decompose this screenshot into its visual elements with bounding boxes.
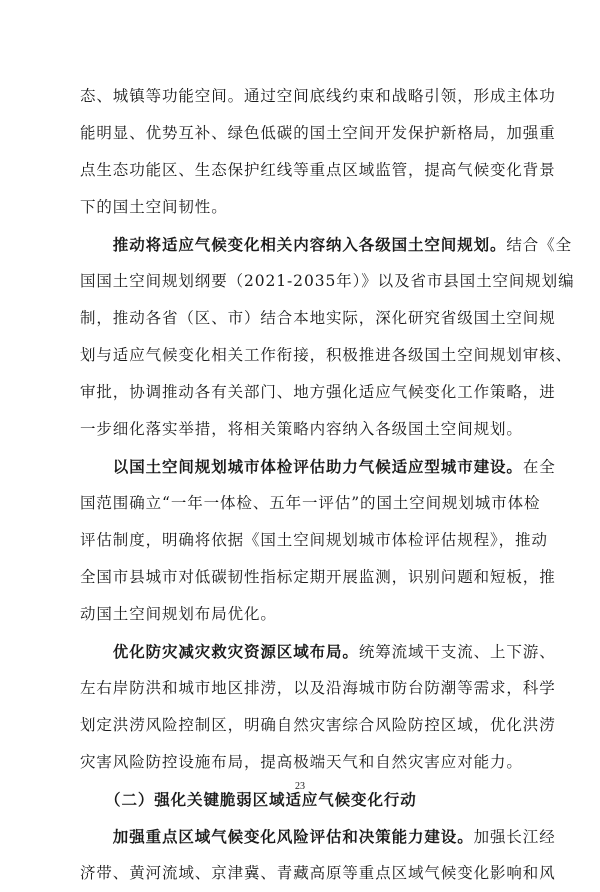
- text-line: [80, 411, 523, 448]
- bold-heading-text: 优化防灾减灾救灾资源区域布局。: [80, 642, 359, 661]
- body-text: 审批，协调推动各有关部门、地方强化适应气候变化工作策略，进: [80, 383, 556, 401]
- text-line: [80, 263, 575, 300]
- body-text: 下的国土空间韧性。: [80, 198, 228, 216]
- text-line: [80, 374, 556, 411]
- text-line: [80, 152, 556, 189]
- text-line: [80, 596, 520, 633]
- text-line: [80, 115, 556, 152]
- body-text: 划定洪涝风险控制区，明确自然灾害综合风险防控区域，优化洪涝: [80, 716, 556, 734]
- body-text: 灾害风险防控设施布局，提高极端天气和自然灾害应对能力。: [80, 753, 523, 771]
- paragraph: [80, 226, 575, 448]
- body-text: 加强长江经: [473, 828, 556, 846]
- body-text: 统筹流域干支流、上下游、: [358, 643, 556, 661]
- body-text: 在全: [522, 458, 556, 476]
- body-text: 能明显、优势互补、绿色低碳的国土空间开发保护新格局，加强重: [80, 124, 556, 142]
- text-line: [80, 300, 556, 337]
- body-text: 国范围确立“一年一体检、五年一评估”的国土空间规划城市体检: [80, 494, 541, 512]
- text-line: [80, 855, 556, 892]
- text-line: [80, 485, 541, 522]
- text-line: [80, 78, 556, 115]
- page-number: 23: [295, 781, 305, 792]
- text-line: [80, 744, 523, 781]
- paragraph: [80, 78, 556, 226]
- text-line: [80, 707, 556, 744]
- body-text: 划与适应气候变化相关工作衔接，积极推进各级国土空间规划审核、: [80, 346, 573, 364]
- text-line: [80, 559, 556, 596]
- bold-heading-text: 以国土空间规划城市体检评估助力气候适应型城市建设。: [80, 457, 523, 476]
- body-text: 制，推动各省（区、市）结合本地实际，深化研究省级国土空间规: [80, 309, 556, 327]
- text-line: [80, 337, 573, 374]
- body-text: 济带、黄河流域、京津冀、青藏高原等重点区域气候变化影响和风: [80, 864, 556, 882]
- text-line: [80, 448, 556, 485]
- bold-heading-text: 推动将适应气候变化相关内容纳入各级国土空间规划。: [80, 235, 507, 254]
- body-text: 国国土空间规划纲要（2021-2035年）》以及省市县国土空间规划编: [80, 272, 575, 290]
- bold-heading-text: 加强重点区域气候变化风险评估和决策能力建设。: [80, 827, 474, 846]
- document-body: [80, 78, 575, 892]
- text-line: [80, 226, 573, 263]
- body-text: 动国土空间规划布局优化。: [80, 605, 277, 623]
- text-line: [80, 818, 556, 855]
- paragraph: [80, 818, 556, 892]
- text-line: [80, 522, 548, 559]
- body-text: 点生态功能区、生态保护红线等重点区域监管，提高气候变化背景: [80, 161, 556, 179]
- paragraph: [80, 633, 556, 781]
- paragraph: [80, 448, 556, 633]
- text-line: [80, 189, 520, 226]
- text-line: [80, 633, 556, 670]
- body-text: 态、城镇等功能空间。通过空间底线约束和战略引领，形成主体功: [80, 87, 556, 105]
- text-line: [80, 670, 556, 707]
- body-text: 结合《全: [506, 236, 573, 254]
- bold-heading-text: （二）强化关键脆弱区域适应气候变化行动: [80, 790, 417, 809]
- body-text: 全国市县城市对低碳韧性指标定期开展监测，识别问题和短板，推: [80, 568, 556, 586]
- body-text: 左右岸防洪和城市地区排涝，以及沿海城市防台防潮等需求，科学: [80, 679, 556, 697]
- body-text: 一步细化落实举措，将相关策略内容纳入各级国土空间规划。: [80, 420, 523, 438]
- body-text: 评估制度，明确将依据《国土空间规划城市体检评估规程》，推动: [80, 531, 548, 549]
